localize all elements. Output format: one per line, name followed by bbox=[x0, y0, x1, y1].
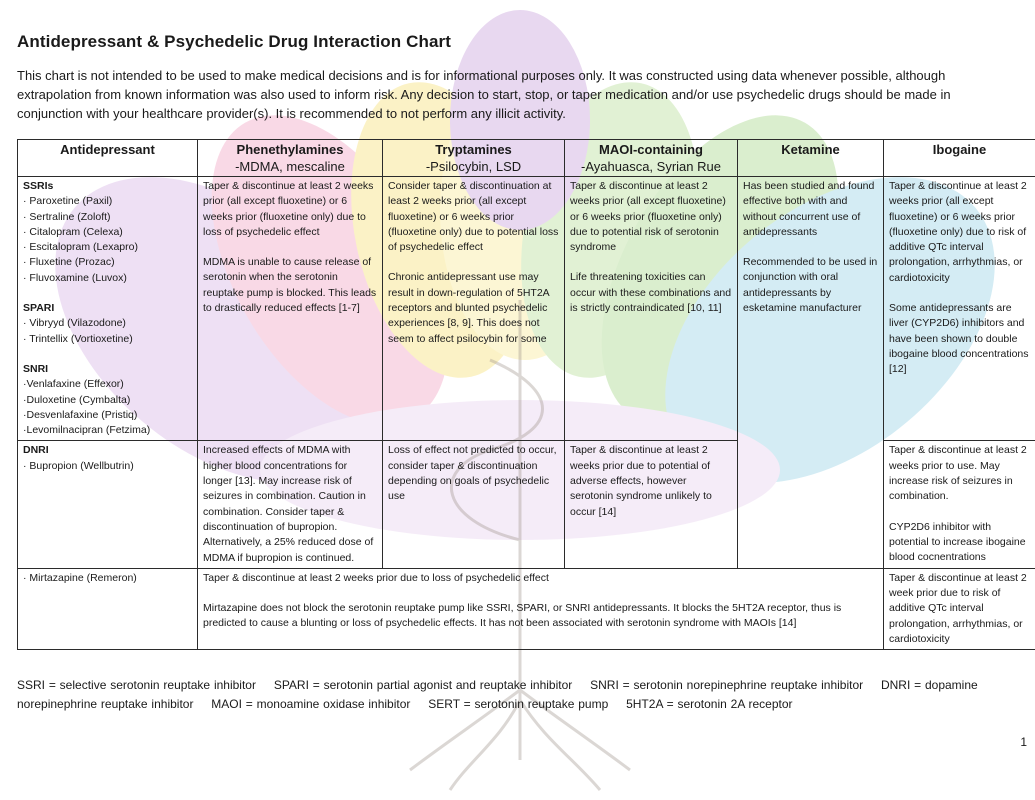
cell-ssri-ibogaine bbox=[884, 177, 1035, 441]
legend-item: MAOI = monoamine oxidase inhibitor bbox=[211, 697, 411, 711]
cell-text: MDMA is unable to cause release of serotonin when the serotonin reuptake pump is blocked. This leads to drastically reduced effects [1-7] bbox=[203, 256, 377, 315]
header-maoi bbox=[565, 140, 738, 177]
cell-mirtazapine-ibogaine: Taper & discontinue at least 2 week prior due to risk of additive QTc interval prolongation, arrhythmias, or cardiotoxicity bbox=[884, 568, 1035, 649]
cell-ssri-maoi bbox=[565, 177, 738, 441]
cell-ssri-tryptamines bbox=[383, 177, 565, 441]
header-maoi-name: MAOI-containing bbox=[599, 142, 703, 157]
drug-item: · Bupropion (Wellbutrin) bbox=[23, 459, 134, 472]
cell-text: Chronic antidepressant use may result in down-regulation of 5HT2A receptors and blunted psychedelic experiences [8, 9]. This does not seem to affect psilocybin for some bbox=[388, 271, 550, 345]
drug-item: · Trintellix (Vortioxetine) bbox=[23, 332, 133, 345]
header-antidepressant: Antidepressant bbox=[18, 140, 198, 177]
drug-item: · Fluvoxamine (Luvox) bbox=[23, 271, 127, 284]
class-label-dnri: DNRI bbox=[23, 444, 49, 457]
cell-ssri-phenethylamines bbox=[198, 177, 383, 441]
header-ketamine: Ketamine bbox=[738, 140, 884, 177]
header-phenethylamines-examples: -MDMA, mescaline bbox=[235, 159, 345, 174]
cell-text: Recommended to be used in conjunction with oral antidepressants by esketamine manufacturer bbox=[743, 256, 878, 315]
drug-item: ·Duloxetine (Cymbalta) bbox=[23, 393, 131, 406]
cell-text: Has been studied and found effective both with and without concurrent use of antidepressants bbox=[743, 180, 875, 238]
drug-item: · Vibryyd (Vilazodone) bbox=[23, 317, 126, 330]
class-label-spari: SPARI bbox=[23, 302, 55, 315]
cell-text: Taper & discontinue at least 2 weeks prior to use. May increase risk of seizures in combination. bbox=[889, 444, 1027, 503]
page-number: 1 bbox=[1020, 735, 1027, 749]
cell-text: Taper & discontinue at least 2 weeks prior (all except fluoxetine) or 6 weeks prior (fluoxetine only) due to risk of additive QTc interval prolongation, arrhythmias, or cardiotoxicity bbox=[889, 180, 1027, 284]
abbreviation-legend bbox=[17, 676, 1027, 714]
cell-text: Consider taper & discontinuation at least 2 weeks prior (all except fluoxetine) or 6 weeks prior (fluoxetine only) due to potential loss of psychedelic effect bbox=[388, 180, 559, 254]
table-header-row bbox=[18, 140, 1035, 177]
legend-item: SNRI = serotonin norepinephrine reuptake inhibitor bbox=[590, 678, 864, 692]
drug-item: · Sertraline (Zoloft) bbox=[23, 210, 111, 223]
cell-dnri-maoi: Taper & discontinue at least 2 weeks prior due to potential of adverse effects, however serotonin syndrome unlikely to occur [14] bbox=[565, 441, 738, 568]
cell-dnri-ibogaine bbox=[884, 441, 1035, 568]
cell-mirtazapine-merged bbox=[198, 568, 884, 649]
drug-item: ·Desvenlafaxine (Pristiq) bbox=[23, 408, 138, 421]
legend-item: 5HT2A = serotonin 2A receptor bbox=[626, 697, 793, 711]
class-label-ssri: SSRIs bbox=[23, 180, 54, 192]
disclaimer-paragraph: This chart is not intended to be used to make medical decisions and is for informational purposes only. It was constructed using data whenever possible, although extrapolation from known information was also used to inform risk. Any decision to start, stop, or taper medication and/or use psychedelic drugs should be made in conjunction with your healthcare provider(s). It is recommended to not perform any illicit activity. bbox=[17, 68, 951, 121]
cell-text: Mirtazapine does not block the serotonin reuptake pump like SSRI, SPARI, or SNRI antidepressants. It blocks the 5HT2A receptor, thus is predicted to cause a blunting or loss of psychedelic effects. It has not been associated with serotonin syndrome with MAOIs [14] bbox=[203, 602, 842, 630]
legend-item: SPARI = serotonin partial agonist and reuptake inhibitor bbox=[273, 678, 573, 692]
legend-item: DNRI = dopamine norepinephrine reuptake inhibitor bbox=[17, 678, 978, 711]
cell-text: Life threatening toxicities can occur with these combinations and is strictly contraindicated [10, 11] bbox=[570, 271, 732, 315]
interaction-table bbox=[17, 139, 1035, 650]
header-ibogaine: Ibogaine bbox=[884, 140, 1035, 177]
drug-item: ·Levomilnacipran (Fetzima) bbox=[23, 424, 151, 437]
drug-item: · Mirtazapine (Remeron) bbox=[23, 571, 137, 584]
header-tryptamines-examples: -Psilocybin, LSD bbox=[425, 159, 522, 174]
class-label-snri: SNRI bbox=[23, 362, 49, 375]
table-row bbox=[18, 568, 1035, 649]
header-phenethylamines-name: Phenethylamines bbox=[236, 142, 344, 157]
antidepressant-cell-mirtazapine bbox=[18, 568, 198, 649]
header-tryptamines-name: Tryptamines bbox=[435, 142, 512, 157]
cell-dnri-phenethylamines: Increased effects of MDMA with higher blood concentrations for longer [13]. May increase risk of seizures in combination. Caution in combination. Consider taper & discontinuation of bupropion. Alternatively, a 25% reduced dose of MDMA if bupropion is continued. bbox=[198, 441, 383, 568]
legend-item: SSRI = selective serotonin reuptake inhibitor bbox=[17, 678, 256, 692]
cell-dnri-tryptamines: Loss of effect not predicted to occur, consider taper & discontinuation depending on goals of psychedelic use bbox=[383, 441, 565, 568]
legend-item: SERT = serotonin reuptake pump bbox=[428, 697, 609, 711]
header-tryptamines bbox=[383, 140, 565, 177]
header-maoi-examples: -Ayahuasca, Syrian Rue bbox=[581, 159, 721, 174]
cell-ketamine bbox=[738, 177, 884, 569]
drug-item: · Citalopram (Celexa) bbox=[23, 225, 123, 238]
antidepressant-cell-dnri bbox=[18, 441, 198, 568]
drug-item: · Escitalopram (Lexapro) bbox=[23, 241, 138, 254]
drug-item: ·Venlafaxine (Effexor) bbox=[23, 378, 124, 391]
cell-text: Taper & discontinue at least 2 weeks prior (all except fluoxetine) or 6 weeks prior (fluoxetine only) due to potential risk of serotonin syndrome bbox=[570, 180, 726, 254]
drug-item: · Fluxetine (Prozac) bbox=[23, 256, 115, 269]
antidepressant-cell-ssri-spari-snri bbox=[18, 177, 198, 441]
drug-item: · Paroxetine (Paxil) bbox=[23, 195, 113, 208]
cell-text: Some antidepressants are liver (CYP2D6) inhibitors and have been shown to double ibogaine blood concentrations [12] bbox=[889, 302, 1029, 376]
page-title: Antidepressant & Psychedelic Drug Interaction Chart bbox=[17, 32, 451, 51]
table-row bbox=[18, 177, 1035, 441]
cell-text: CYP2D6 inhibitor with potential to increase ibogaine blood cocnentrations bbox=[889, 520, 1026, 564]
cell-text: Taper & discontinue at least 2 weeks prior (all except fluoxetine) or 6 weeks prior (fluoxetine only) due to loss of psychedelic effect bbox=[203, 180, 374, 238]
header-phenethylamines bbox=[198, 140, 383, 177]
cell-text: Taper & discontinue at least 2 weeks prior due to loss of psychedelic effect bbox=[203, 571, 549, 584]
